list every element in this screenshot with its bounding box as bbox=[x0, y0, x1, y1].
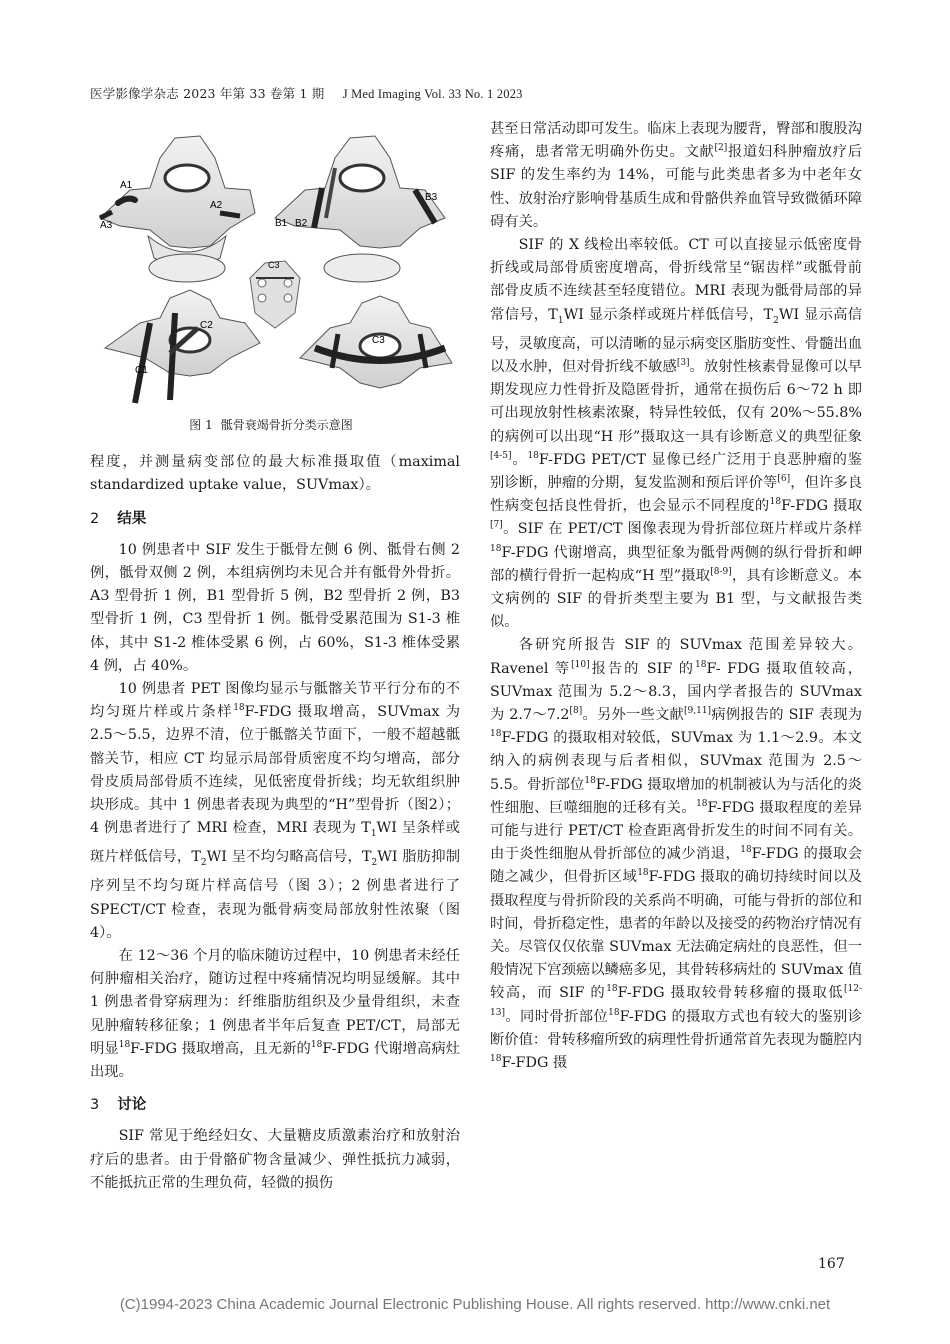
label-c3: C3 bbox=[372, 335, 385, 346]
sacrum-type-b bbox=[275, 136, 445, 282]
paragraph: 在 12～36 个月的临床随访过程中，10 例患者未经任何肿瘤相关治疗，随访过程中疼痛情况均明显缓解。其中 1 例患者骨穿病理为：纤维脂肪组织及少量骨组织，未查见肿瘤转移征象；1 例患者半年后复查 PET/CT，局部无明显$^{18}$F-FDG 摄取增高，且无新的$^{18}$F-FDG 代谢增高病灶出现。 bbox=[90, 947, 460, 1080]
paragraph: SIF 常见于绝经妇女、大量糖皮质激素治疗和放射治疗后的患者。由于骨骼矿物含量减少、弹性抵抗力减弱，不能抵抗正常的生理负荷，轻微的损伤 bbox=[90, 1128, 460, 1191]
label-c2: C2 bbox=[200, 320, 213, 331]
sacral-fracture-diagram bbox=[90, 118, 460, 408]
label-a2: A2 bbox=[210, 200, 223, 211]
label-b1: B1 bbox=[275, 218, 288, 229]
paragraph: 程度，并测量病变部位的最大标准摄取值（maximal standardized uptake value，SUVmax）。 bbox=[90, 454, 460, 494]
section-number: 2 bbox=[90, 510, 100, 527]
running-header bbox=[90, 84, 870, 102]
sacrum-type-c3-small bbox=[250, 261, 300, 328]
page-number: 167 bbox=[818, 1256, 845, 1272]
copyright-footer: (C)1994-2023 China Academic Journal Electronic Publishing House. All rights reserved. http://www.cnki.net bbox=[119, 1296, 831, 1313]
paragraph: 甚至日常活动即可发生。临床上表现为腰背，臀部和腹股沟疼痛，患者常无明确外伤史。文献[2]报道妇科肿瘤放疗后 SIF 的发生率约为 14%，可能与此类患者多为中老年女性、放射治疗影响骨基质生成和骨骼供养血管导致微循环障碍有关。 bbox=[490, 121, 862, 230]
section-title: 结果 bbox=[117, 510, 147, 527]
paragraph: SIF 的 X 线检出率较低。CT 可以直接显示低密度骨折线或局部骨质密度增高，骨折线常呈“锯齿样”或骶骨前部骨皮质不连续甚至轻度错位。MRI 表现为骶骨局部的异常信号，$T_1WI$ 显示条样或斑片样低信号，$T_2WI$ 显示高信号，灵敏度高，可以清晰的显示病变区脂肪变性、骨髓出血以及水肿，但对骨折线不敏感[3]。放射性核素骨显像可以早期发现应力性骨折及隐匿骨折，通常在损伤后 6～72 h 即可出现放射性核素浓聚，特异性较低，仅有 20%～55.8% 的病例可以出现“H 形”摄取这一具有诊断意义的典型征象[4-5]。$^{18}$F-FDG PET/CT 显像已经广泛用于良恶肿瘤的鉴别诊断，肿瘤的分期，复发监测和预后评价等[6]，但许多良性病变包括良性骨折，也会显示不同程度的$^{18}$F-FDG 摄取[7]。SIF 在 PET/CT 图像表现为骨折部位斑片样或片条样$^{18}$F-FDG 代谢增高，典型征象为骶骨两侧的纵行骨折和岬部的横行骨折一起构成“H 型”摄取[8-9]，具有诊断意义。本文病例的 SIF 的骨折类型主要为 B1 型，与文献报告类似。 bbox=[490, 237, 863, 631]
right-column bbox=[490, 118, 862, 1075]
figure-number: 图 1 bbox=[189, 418, 213, 432]
section-number: 3 bbox=[90, 1097, 100, 1114]
paragraph: 各研究所报告 SIF 的 SUVmax 范围差异较大。Ravenel 等[10]报告的 SIF 的$^{18}$F- FDG 摄取值较高，SUVmax 范围为 5.2～8.3，国内学者报告的 SUVmax 为 2.7～7.2[8]。另外一些文献[9,11]病例报告的 SIF 表现为$^{18}$F-FDG 的摄取相对较低，SUVmax 为 1.1～2.9。本文纳入的病例表现与后者相似，SUVmax 范围为 2.5～5.5。骨折部位$^{18}$F-FDG 摄取增加的机制被认为与活化的炎性细胞、巨噬细胞的迁移有关。$^{18}$F-FDG 摄取程度的差异可能与进行 PET/CT 检查距离骨折发生的时间不同有关。由于炎性细胞从骨折部位的减少消退，$^{18}$F-FDG 的摄取会随之减少，但骨折区域$^{18}$F-FDG 摄取的确切持续时间以及摄取程度与骨折阶段的关系尚不明确，可能与骨折的部位和时间，骨折稳定性，患者的年龄以及接受的药物治疗情况有关。尽管仅仅依靠 SUVmax 无法确定病灶的良恶性，但一般情况下宫颈癌以鳞癌多见，其骨转移病灶的 SUVmax 值较高，而 SIF 的$^{18}$F-FDG 摄取较骨转移瘤的摄取低[12-13]。同时骨折部位$^{18}$F-FDG 的摄取方式也有较大的鉴别诊断价值：骨转移瘤所致的病理性骨折通常首先表现为髓腔内$^{18}$F-FDG 摄 bbox=[490, 637, 863, 1071]
sacrum-type-a bbox=[100, 136, 255, 282]
label-a1: A1 bbox=[120, 180, 133, 191]
figure-caption-text: 骶骨衰竭骨折分类示意图 bbox=[220, 418, 353, 432]
label-c1: C1 bbox=[135, 365, 148, 376]
section-title: 讨论 bbox=[117, 1097, 147, 1114]
section-heading-discussion bbox=[90, 1094, 460, 1117]
label-b3: B3 bbox=[425, 192, 438, 203]
journal-title-en: J Med Imaging Vol. 33 No. 1 2023 bbox=[342, 87, 523, 101]
label-a3: A3 bbox=[100, 220, 113, 231]
figure-1 bbox=[90, 118, 460, 408]
figure-caption bbox=[90, 414, 460, 437]
label-b2: B2 bbox=[295, 218, 308, 229]
paragraph: 10 例患者中 SIF 发生于骶骨左侧 6 例、骶骨右侧 2 例，骶骨双侧 2 例，本组病例均未见合并有骶骨外骨折。A3 型骨折 1 例，B1 型骨折 5 例，B2 型骨折 2 例，B3 型骨折 1 例，C3 型骨折 1 例。骶骨受累范围为 S1-3 椎体，其中 S1-2 椎体受累 6 例，占 60%，S1-3 椎体受累 4 例，占 40%。 bbox=[90, 541, 460, 674]
journal-title-cn: 医学影像学杂志 2023 年第 33 卷第 1 期 bbox=[90, 86, 325, 101]
sacrum-type-c1-c2 bbox=[105, 290, 260, 403]
left-column bbox=[90, 118, 460, 1195]
label-c3-small: C3 bbox=[268, 260, 280, 270]
section-heading-results bbox=[90, 508, 460, 531]
paragraph: 10 例患者 PET 图像均显示与骶髂关节平行分布的不均匀斑片样或片条样$^{18}$F-FDG 摄取增高，SUVmax 为 2.5～5.5，边界不清，位于骶髂关节面下，一般不超越骶髂关节，相应 CT 均显示局部骨质密度不均匀增高，部分骨皮质局部骨质不连续，见低密度骨折线；均无软组织肿块形成。其中 1 例患者表现为典型的“H”型骨折（图2）；4 例患者进行了 MRI 检查，MRI 表现为 $T_1WI$ 呈条样或斑片样低信号，$T_2WI$ 呈不均匀略高信号，$T_2WI$ 脂肪抑制序列呈不均匀斑片样高信号（图 3）；2 例患者进行了 SPECT/CT 检查，表现为骶骨病变局部放射性浓聚（图 4）。 bbox=[90, 681, 461, 941]
